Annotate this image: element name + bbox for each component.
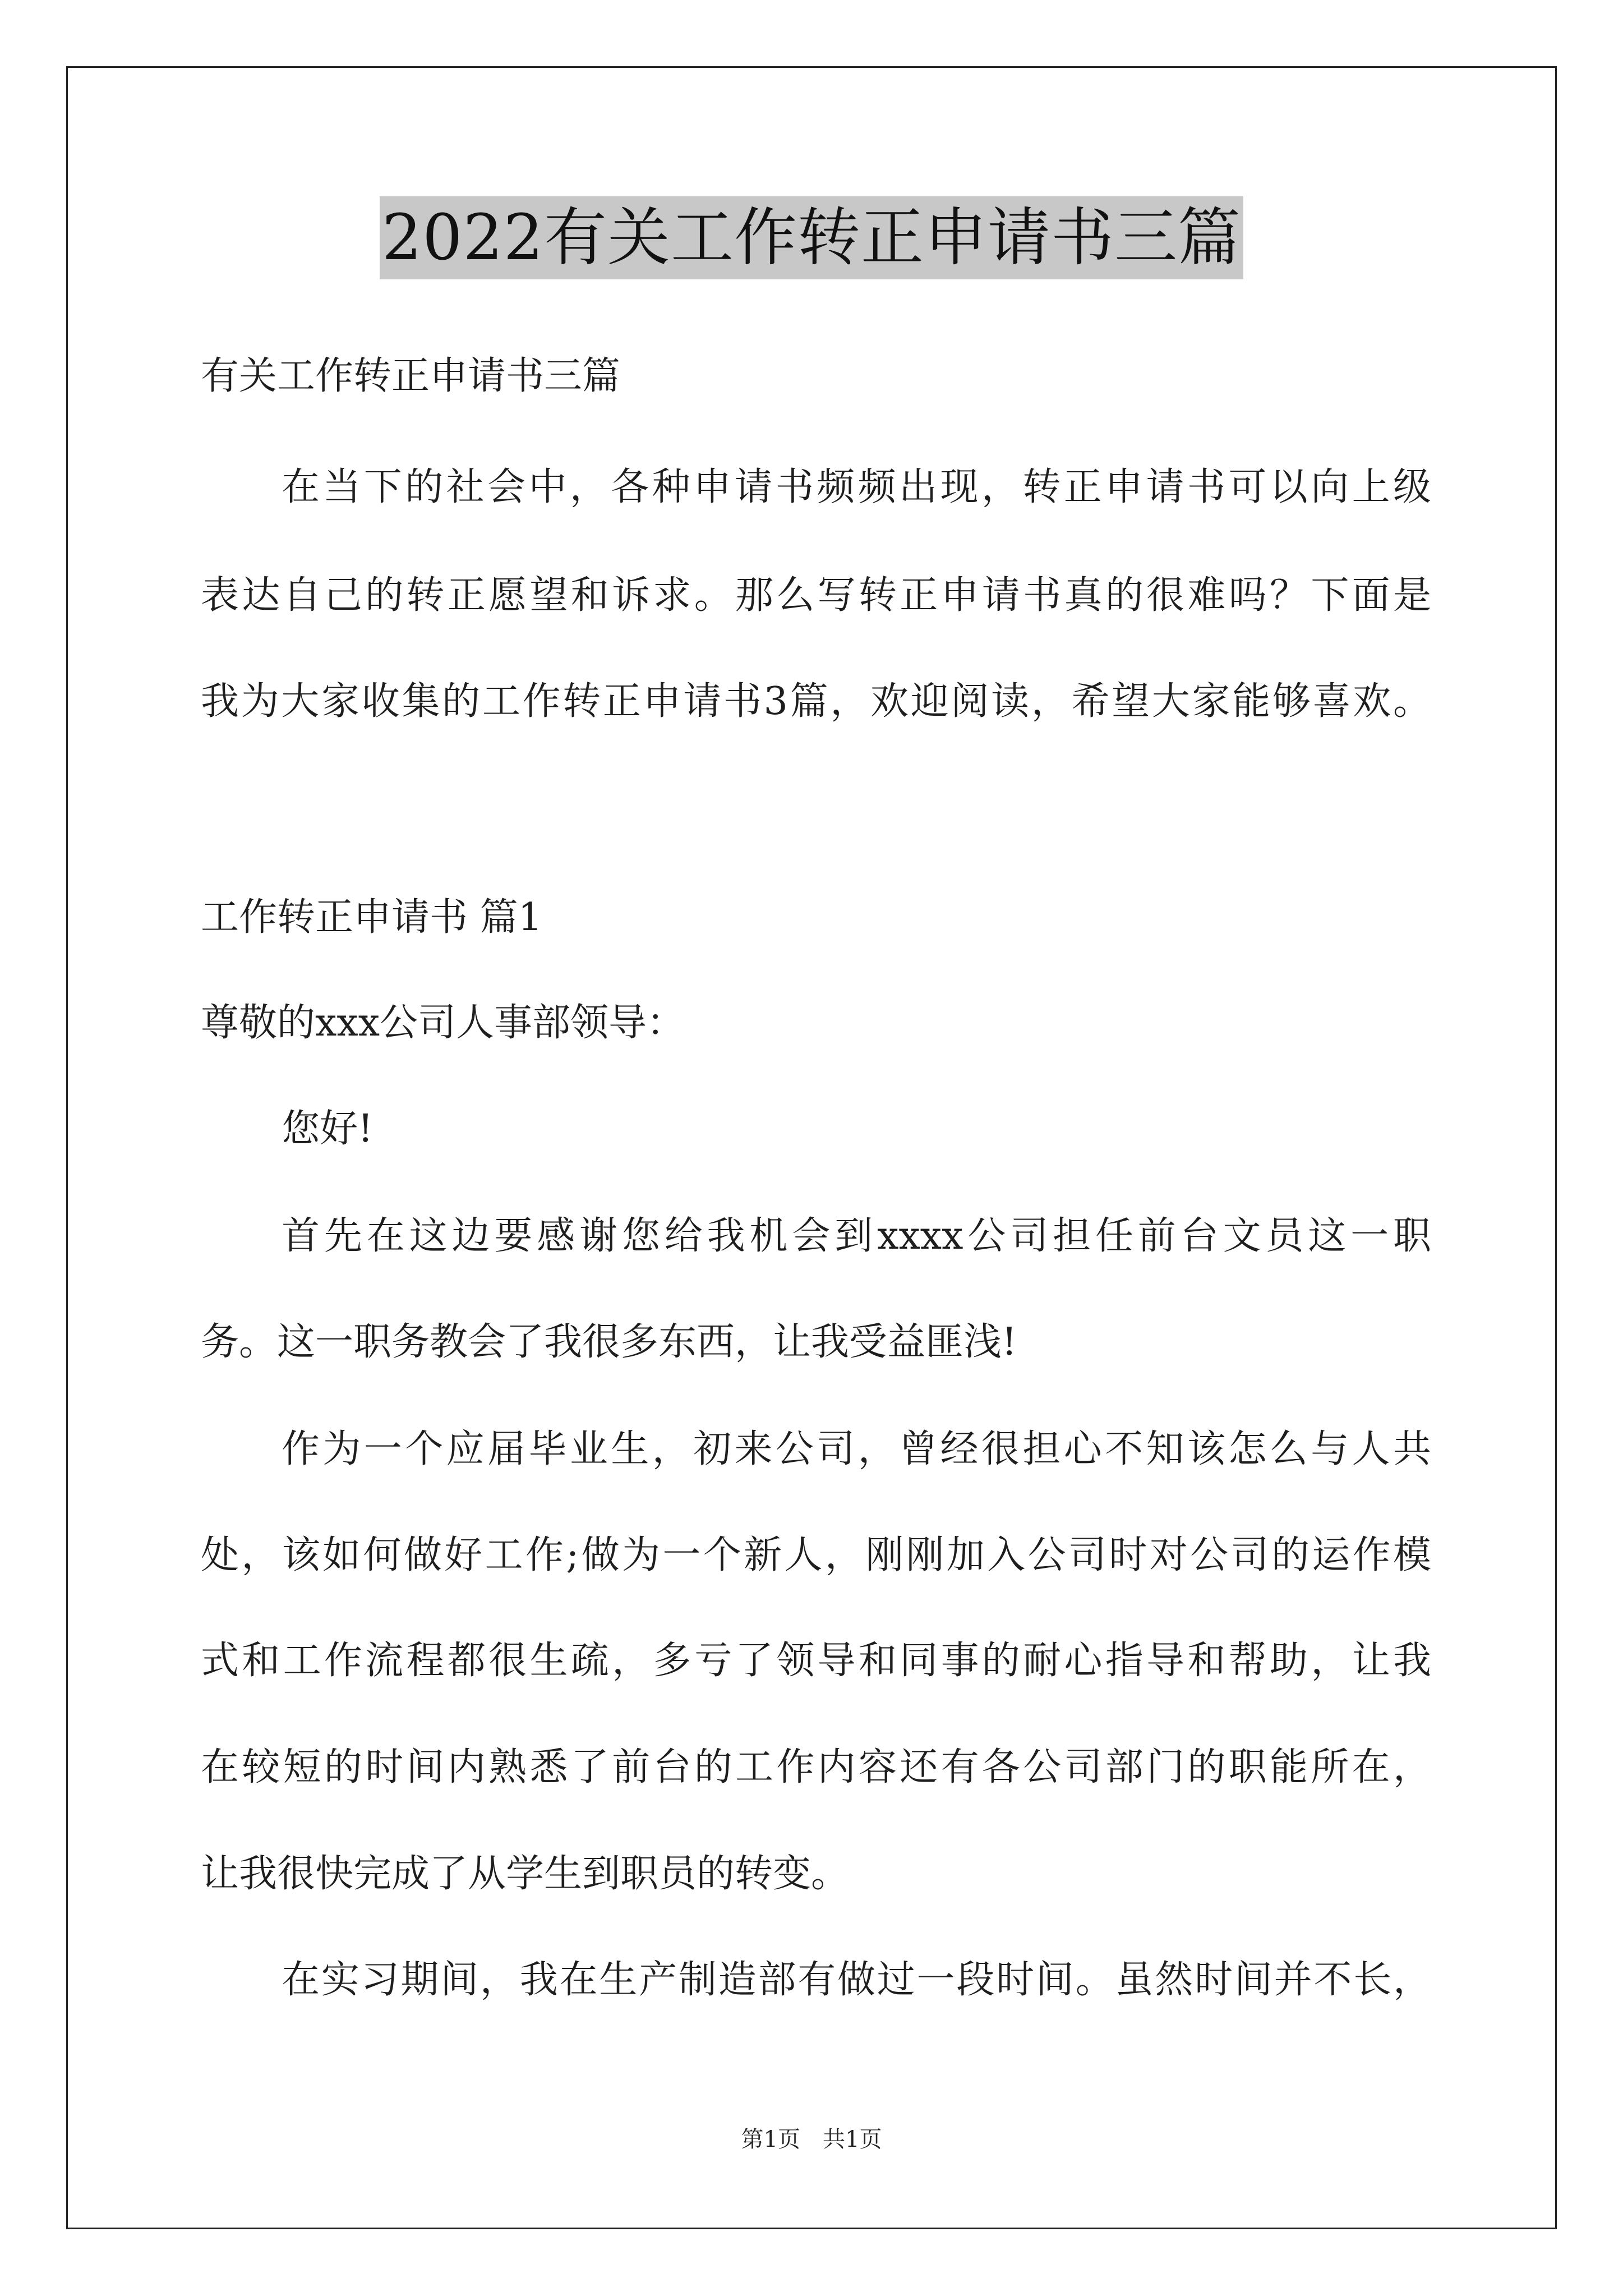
section-heading: 工作转正申请书 篇1 (201, 895, 542, 940)
title-container (0, 196, 1623, 279)
paragraph-line: 务。这一职务教会了我很多东西，让我受益匪浅! (201, 1320, 1017, 1364)
paragraph-line: 作为一个应届毕业生，初来公司，曾经很担心不知该怎么与人共 (282, 1427, 1431, 1471)
paragraph-line: 式和工作流程都很生疏，多亏了领导和同事的耐心指导和帮助，让我 (201, 1639, 1431, 1683)
subtitle-line: 有关工作转正申请书三篇 (201, 354, 621, 398)
paragraph-line: 在当下的社会中，各种申请书频频出现，转正申请书可以向上级 (282, 465, 1431, 509)
salutation-line: 尊敬的xxx公司人事部领导： (201, 1001, 685, 1045)
greeting-line: 您好! (282, 1107, 374, 1151)
document-title: 2022有关工作转正申请书三篇 (380, 196, 1243, 279)
paragraph-line: 处，该如何做好工作;做为一个新人，刚刚加入公司时对公司的运作模 (201, 1533, 1431, 1577)
paragraph-line: 让我很快完成了从学生到职员的转变。 (201, 1852, 850, 1896)
page-footer: 第1页 共1页 (741, 2127, 882, 2152)
paragraph-line: 首先在这边要感谢您给我机会到xxxx公司担任前台文员这一职 (282, 1214, 1431, 1258)
paragraph-line: 在较短的时间内熟悉了前台的工作内容还有各公司部门的职能所在， (201, 1745, 1431, 1789)
paragraph-line: 我为大家收集的工作转正申请书3篇，欢迎阅读，希望大家能够喜欢。 (201, 679, 1431, 724)
paragraph-line: 在实习期间，我在生产制造部有做过一段时间。虽然时间并不长， (282, 1958, 1431, 2002)
paragraph-line: 表达自己的转正愿望和诉求。那么写转正申请书真的很难吗？下面是 (201, 573, 1431, 618)
